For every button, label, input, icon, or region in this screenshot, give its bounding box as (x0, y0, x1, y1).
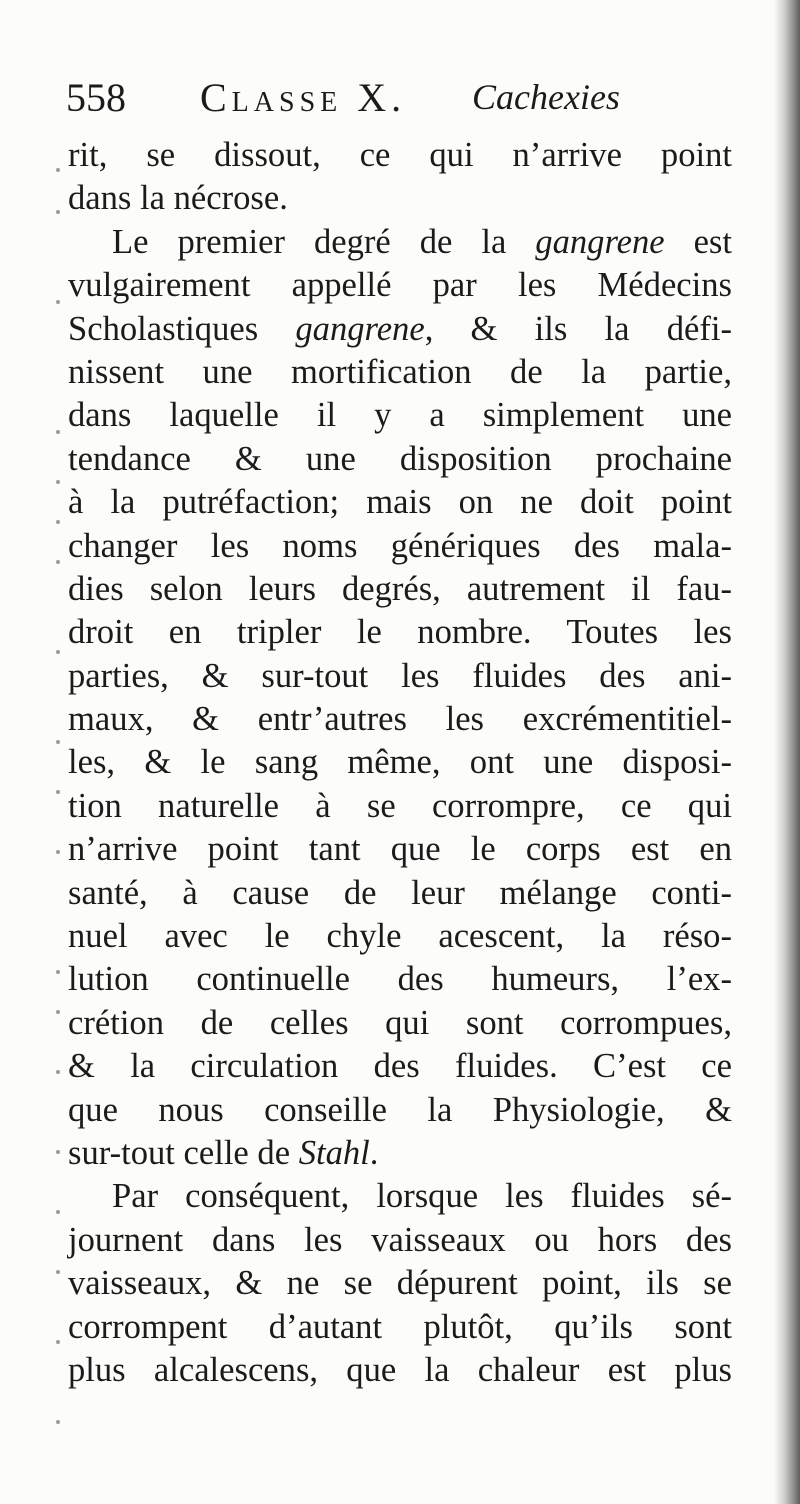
text-line: nissent une mortification de la partie, (68, 352, 732, 391)
text-line: vulgairement appellé par les Médecins (68, 266, 732, 305)
text-line: les, & le sang même, ont une disposi- (68, 743, 732, 782)
text-line: vaisseaux, & ne se dépurent point, ils se (68, 1264, 732, 1303)
page-edge-shadow (774, 0, 800, 1504)
text-line: changer les noms génériques des mala- (68, 526, 732, 565)
text-line: santé, à cause de leur mélange conti- (68, 873, 732, 912)
running-header (66, 72, 736, 132)
text-line: à la putréfaction; mais on ne doit point (68, 483, 732, 522)
page-body-text (68, 134, 732, 1392)
text-line: maux, & entr’autres les excrémentitiel- (68, 700, 732, 739)
text-line: sur-tout celle de Stahl. (68, 1133, 379, 1172)
paragraph-start-line: Par conséquent, lorsque les fluides sé- (112, 1177, 732, 1216)
text-line: tendance & une disposition prochaine (68, 439, 732, 478)
text-line: plus alcalescens, que la chaleur est plus (68, 1350, 732, 1389)
text-line: crétion de celles qui sont corrompues, (68, 1003, 732, 1042)
text-line: journent dans les vaisseaux ou hors des (68, 1220, 732, 1259)
running-title: Classe X. (200, 75, 407, 120)
text-line: droit en tripler le nombre. Toutes les (68, 613, 732, 652)
text-line: tion naturelle à se corrompre, ce qui (68, 786, 732, 825)
text-line: parties, & sur-tout les fluides des ani- (68, 656, 732, 695)
text-line: dies selon leurs degrés, autrement il fau- (68, 569, 732, 608)
text-line: dans la nécrose. (68, 179, 288, 218)
text-line: dans laquelle il y a simplement une (68, 396, 732, 435)
text-line: corrompent d’autant plutôt, qu’ils sont (68, 1307, 732, 1346)
text-line: & la circulation des fluides. C’est ce (68, 1047, 732, 1086)
paragraph-start-line: Le premier degré de la gangrene est (112, 222, 733, 261)
text-line: rit, se dissout, ce qui n’arrive point (68, 136, 732, 174)
running-subtitle: Cachexies (472, 77, 620, 117)
margin-specks (50, 150, 70, 1450)
text-line: nuel avec le chyle acescent, la réso- (68, 917, 732, 956)
text-line: n’arrive point tant que le corps est en (68, 830, 732, 869)
page-number: 558 (66, 75, 126, 120)
text-line: que nous conseille la Physiologie, & (68, 1090, 732, 1129)
text-line: lution continuelle des humeurs, l’ex- (68, 960, 732, 999)
text-line: Scholastiques gangrene, & ils la défi- (68, 309, 732, 348)
